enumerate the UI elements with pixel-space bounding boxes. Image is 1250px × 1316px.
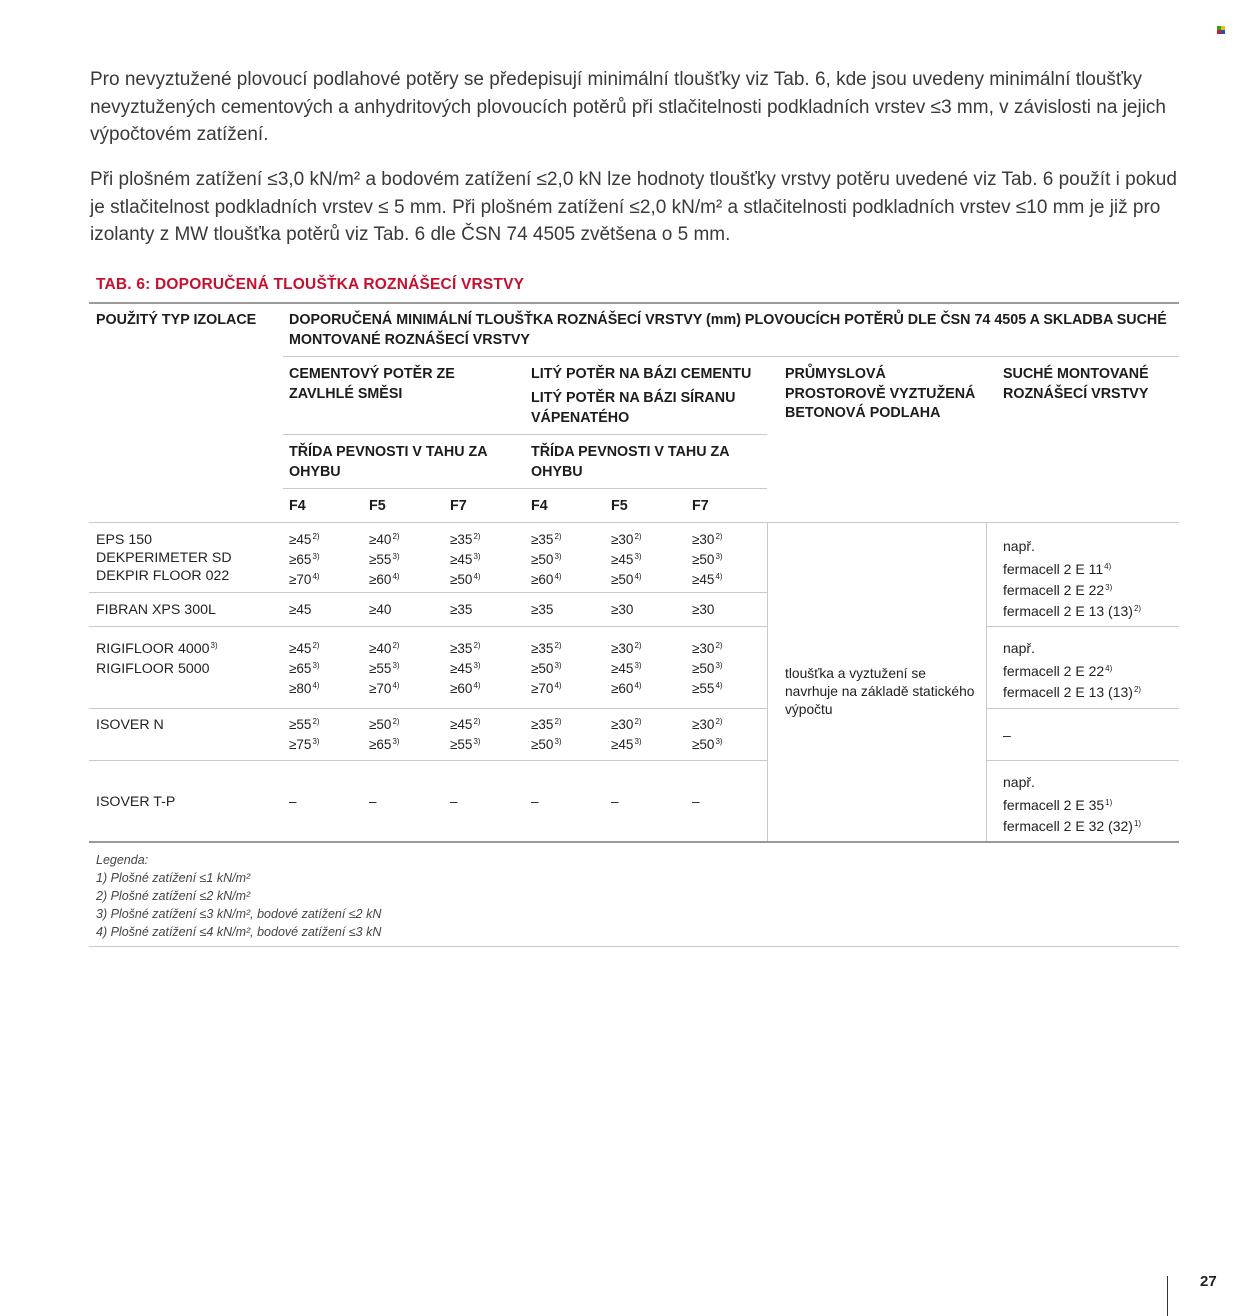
dry-layer-cell bbox=[1003, 773, 1179, 838]
thickness-cell bbox=[450, 601, 472, 619]
thickness-value: $\ge 45^{4)}$ bbox=[692, 572, 723, 587]
thickness-value: $\ge 75^{3)}$ bbox=[289, 737, 320, 752]
thickness-cell bbox=[289, 793, 297, 811]
thickness-value: – bbox=[289, 794, 297, 809]
thickness-cell bbox=[531, 531, 562, 591]
header-strength-class-2: TŘÍDA PEVNOSTI V TAHU ZA OHYBU bbox=[531, 444, 730, 480]
thickness-value: $\ge 65^{3)}$ bbox=[369, 737, 400, 752]
table-top-rule bbox=[89, 302, 1179, 304]
header-main: DOPORUČENÁ MINIMÁLNÍ TLOUŠŤKA ROZNÁŠECÍ VRSTVY (mm) PLOVOUCÍCH POTĚRŮ DLE ČSN 74 4505 A SKLADBA SUCHÉ MONTOVANÉ ROZNÁŠECÍ VRSTVY bbox=[289, 312, 1167, 348]
thickness-value: $\ge 50^{3)}$ bbox=[531, 661, 562, 676]
thickness-cell bbox=[369, 716, 400, 756]
rule-row-3 bbox=[89, 708, 767, 709]
dry-layer-intro: např. bbox=[1003, 538, 1035, 554]
rule-row-4-dry bbox=[986, 760, 1179, 761]
rule-row-2-dry bbox=[986, 626, 1179, 627]
thickness-value: $\ge 50^{4)}$ bbox=[611, 572, 642, 587]
corner-color-mark bbox=[1217, 26, 1225, 34]
dry-layer-product: fermacell 2 E 35$^{1)}$ bbox=[1003, 797, 1113, 813]
thickness-value: $\ge 50^{2)}$ bbox=[369, 717, 400, 732]
dry-layer-intro: např. bbox=[1003, 640, 1035, 656]
thickness-value: $\ge 40^{2)}$ bbox=[369, 532, 400, 547]
thickness-cell bbox=[289, 531, 320, 591]
rule-row-2 bbox=[89, 626, 767, 627]
vrule-industrial-left bbox=[767, 522, 768, 841]
thickness-cell bbox=[531, 793, 539, 811]
thickness-cell bbox=[692, 640, 723, 700]
thickness-value: $\ge 45^{3)}$ bbox=[611, 552, 642, 567]
thickness-value: $\ge 50^{3)}$ bbox=[692, 552, 723, 567]
rule-under-classes bbox=[89, 522, 1179, 523]
thickness-value: – bbox=[531, 794, 539, 809]
thickness-cell bbox=[289, 716, 320, 756]
thickness-cell bbox=[692, 601, 714, 619]
thickness-value: $\ge 80^{4)}$ bbox=[289, 681, 320, 696]
thickness-value: $\ge 70^{4)}$ bbox=[289, 572, 320, 587]
thickness-value: $\ge 30^{2)}$ bbox=[692, 717, 723, 732]
header-poured-screed-cement: LITÝ POTĚR NA BÁZI CEMENTU bbox=[531, 366, 752, 382]
dry-layer-intro: např. bbox=[1003, 774, 1035, 790]
thickness-cell bbox=[692, 531, 723, 591]
thickness-value: $\ge 35^{2)}$ bbox=[450, 641, 481, 656]
thickness-value: $\ge 55^{3)}$ bbox=[369, 661, 400, 676]
page-number-divider bbox=[1167, 1276, 1168, 1316]
thickness-cell bbox=[369, 531, 400, 591]
legend-item: 2) Plošné zatížení ≤2 kN/m² bbox=[96, 889, 251, 903]
header-strength-class-1: TŘÍDA PEVNOSTI V TAHU ZA OHYBU bbox=[289, 444, 488, 480]
thickness-value: $\ge 45^{2)}$ bbox=[289, 532, 320, 547]
header-cement-screed: CEMENTOVÝ POTĚR ZE ZAVLHLÉ SMĚSI bbox=[289, 366, 455, 402]
thickness-value: $\ge 35^{2)}$ bbox=[531, 641, 562, 656]
insulation-name: DEKPERIMETER SD bbox=[96, 550, 232, 566]
thickness-value: $\ge 50^{3)}$ bbox=[531, 737, 562, 752]
header-class-f4-a: F4 bbox=[289, 498, 306, 514]
thickness-value: ≥30 bbox=[692, 602, 715, 617]
thickness-value: $\ge 45^{2)}$ bbox=[289, 641, 320, 656]
insulation-name: RIGIFLOOR 5000 bbox=[96, 661, 210, 677]
thickness-value: ≥45 bbox=[289, 602, 312, 617]
thickness-value: $\ge 30^{2)}$ bbox=[611, 717, 642, 732]
header-poured-screed-anhydrite: LITÝ POTĚR NA BÁZI SÍRANU VÁPENATÉHO bbox=[531, 390, 736, 426]
thickness-value: – bbox=[450, 794, 458, 809]
thickness-value: $\ge 45^{3)}$ bbox=[450, 552, 481, 567]
thickness-cell bbox=[531, 716, 562, 756]
table-title: TAB. 6: DOPORUČENÁ TLOUŠŤKA ROZNÁŠECÍ VRSTVY bbox=[96, 276, 525, 293]
header-class-f5-b: F5 bbox=[611, 498, 628, 514]
thickness-cell bbox=[369, 640, 400, 700]
dry-layer-product: fermacell 2 E 11$^{4)}$ bbox=[1003, 561, 1112, 577]
dry-layer-product: fermacell 2 E 13 $(13)^{2)}$ bbox=[1003, 603, 1142, 619]
rule-under-main-header bbox=[283, 356, 1179, 357]
thickness-cell bbox=[692, 793, 700, 811]
thickness-value: $\ge 55^{3)}$ bbox=[450, 737, 481, 752]
thickness-value: $\ge 65^{3)}$ bbox=[289, 661, 320, 676]
industrial-floor-note: tloušťka a vyztužení se navrhuje na základě statického výpočtu bbox=[785, 666, 975, 717]
thickness-cell bbox=[531, 640, 562, 700]
thickness-value: $\ge 30^{2)}$ bbox=[692, 532, 723, 547]
insulation-name: FIBRAN XPS 300L bbox=[96, 602, 216, 618]
thickness-cell bbox=[611, 601, 633, 619]
thickness-value: $\ge 60^{4)}$ bbox=[531, 572, 562, 587]
thickness-cell bbox=[450, 531, 481, 591]
legend-bottom-rule bbox=[89, 946, 1179, 947]
legend-item: 4) Plošné zatížení ≤4 kN/m², bodové zatížení ≤3 kN bbox=[96, 925, 382, 939]
rule-row-1 bbox=[89, 592, 767, 593]
intro-paragraph-2: Při plošném zatížení ≤3,0 kN/m² a bodovém zatížení ≤2,0 kN lze hodnoty tloušťky vrstvy potěru uvedené viz Tab. 6 použít i pokud je stlačitelnost podkladních vrstev ≤ 5 mm. Při plošném zatížení ≤2,0 kN/m² a stlačitelnosti podkladních vrstev ≤10 mm je již pro izolanty z MW tloušťka potěrů viz Tab. 6 dle ČSN 74 4505 zvětšena o 5 mm. bbox=[90, 169, 1177, 245]
thickness-cell bbox=[692, 716, 723, 756]
intro-paragraph-1: Pro nevyztužené plovoucí podlahové potěry se předepisují minimální tloušťky viz Tab. 6, kde jsou uvedeny minimální tloušťky nevyztužených cementových a anhydritových plovoucích potěrů při stlačitelnosti podkladních vrstev ≤3 mm, v závislosti na jejich výpočtovém zatížení. bbox=[90, 69, 1166, 145]
thickness-value: $\ge 30^{2)}$ bbox=[611, 532, 642, 547]
header-class-f5-a: F5 bbox=[369, 498, 386, 514]
thickness-cell bbox=[369, 601, 391, 619]
thickness-value: $\ge 35^{2)}$ bbox=[531, 532, 562, 547]
insulation-name: ISOVER N bbox=[96, 717, 164, 733]
header-insulation-type: POUŽITÝ TYP IZOLACE bbox=[96, 312, 257, 328]
thickness-value: – bbox=[692, 794, 700, 809]
dry-layer-cell bbox=[1003, 639, 1179, 704]
row-insulation-names bbox=[96, 531, 276, 585]
thickness-cell bbox=[289, 640, 320, 700]
thickness-value: $\ge 45^{3)}$ bbox=[611, 737, 642, 752]
thickness-value: $\ge 50^{4)}$ bbox=[450, 572, 481, 587]
thickness-value: $\ge 35^{2)}$ bbox=[450, 532, 481, 547]
thickness-value: $\ge 50^{3)}$ bbox=[692, 737, 723, 752]
rule-under-group-header bbox=[283, 434, 767, 435]
thickness-value: – bbox=[369, 794, 377, 809]
dry-layer-product: fermacell 2 E 22$^{3)}$ bbox=[1003, 582, 1113, 598]
thickness-cell bbox=[611, 793, 619, 811]
thickness-value: $\ge 55^{4)}$ bbox=[692, 681, 723, 696]
dry-layer-cell bbox=[1003, 537, 1179, 623]
thickness-cell bbox=[531, 601, 553, 619]
thickness-cell bbox=[450, 793, 458, 811]
header-class-f4-b: F4 bbox=[531, 498, 548, 514]
thickness-value: $\ge 65^{3)}$ bbox=[289, 552, 320, 567]
thickness-value: ≥35 bbox=[450, 602, 473, 617]
legend-item: 3) Plošné zatížení ≤3 kN/m², bodové zatížení ≤2 kN bbox=[96, 907, 382, 921]
thickness-value: $\ge 60^{4)}$ bbox=[611, 681, 642, 696]
insulation-name: RIGIFLOOR 4000$^{3)}$ bbox=[96, 641, 218, 657]
thickness-value: ≥35 bbox=[531, 602, 554, 617]
thickness-value: $\ge 45^{3)}$ bbox=[611, 661, 642, 676]
header-class-f7-b: F7 bbox=[692, 498, 709, 514]
thickness-value: ≥40 bbox=[369, 602, 392, 617]
thickness-value: $\ge 40^{2)}$ bbox=[369, 641, 400, 656]
thickness-value: $\ge 55^{2)}$ bbox=[289, 717, 320, 732]
thickness-value: – bbox=[611, 794, 619, 809]
dry-layer-product: fermacell 2 E 32 $(32)^{1)}$ bbox=[1003, 818, 1142, 834]
header-class-f7-a: F7 bbox=[450, 498, 467, 514]
thickness-value: $\ge 50^{3)}$ bbox=[531, 552, 562, 567]
header-industrial-floor: PRŮMYSLOVÁ PROSTOROVĚ VYZTUŽENÁ BETONOVÁ PODLAHA bbox=[785, 366, 976, 421]
thickness-value: $\ge 55^{3)}$ bbox=[369, 552, 400, 567]
header-dry-layers: SUCHÉ MONTOVANÉ ROZNÁŠECÍ VRSTVY bbox=[1003, 366, 1149, 402]
thickness-value: $\ge 70^{4)}$ bbox=[531, 681, 562, 696]
dry-layer-product: – bbox=[1003, 727, 1011, 743]
thickness-value: $\ge 35^{2)}$ bbox=[531, 717, 562, 732]
thickness-value: $\ge 45^{2)}$ bbox=[450, 717, 481, 732]
thickness-cell bbox=[450, 640, 481, 700]
thickness-value: $\ge 70^{4)}$ bbox=[369, 681, 400, 696]
row-insulation-names bbox=[96, 601, 276, 619]
insulation-name: EPS 150 bbox=[96, 532, 153, 548]
dry-layer-product: fermacell 2 E 13 $(13)^{2)}$ bbox=[1003, 684, 1142, 700]
thickness-value: $\ge 50^{3)}$ bbox=[692, 661, 723, 676]
vrule-dry-left bbox=[986, 522, 987, 841]
thickness-cell bbox=[611, 640, 642, 700]
thickness-cell bbox=[369, 793, 377, 811]
thickness-cell bbox=[450, 716, 481, 756]
rule-under-strength-header bbox=[283, 488, 767, 489]
legend-item: 1) Plošné zatížení ≤1 kN/m² bbox=[96, 871, 251, 885]
legend bbox=[96, 851, 381, 941]
row-insulation-names bbox=[96, 640, 276, 678]
insulation-name: ISOVER T-P bbox=[96, 794, 176, 810]
thickness-value: $\ge 30^{2)}$ bbox=[692, 641, 723, 656]
thickness-value: $\ge 60^{4)}$ bbox=[450, 681, 481, 696]
rule-row-3-dry bbox=[986, 708, 1179, 709]
dry-layer-cell bbox=[1003, 726, 1179, 744]
row-insulation-names bbox=[96, 793, 276, 811]
row-insulation-names bbox=[96, 716, 276, 734]
thickness-value: $\ge 45^{3)}$ bbox=[450, 661, 481, 676]
page-number: 27 bbox=[1200, 1273, 1217, 1290]
thickness-cell bbox=[611, 531, 642, 591]
thickness-value: $\ge 30^{2)}$ bbox=[611, 641, 642, 656]
insulation-name: DEKPIR FLOOR 022 bbox=[96, 568, 230, 584]
legend-title: Legenda: bbox=[96, 853, 149, 867]
thickness-cell bbox=[611, 716, 642, 756]
rule-row-4 bbox=[89, 760, 767, 761]
thickness-value: ≥30 bbox=[611, 602, 634, 617]
table-bottom-rule bbox=[89, 841, 1179, 843]
thickness-cell bbox=[289, 601, 311, 619]
thickness-value: $\ge 60^{4)}$ bbox=[369, 572, 400, 587]
dry-layer-product: fermacell 2 E 22$^{4)}$ bbox=[1003, 663, 1113, 679]
